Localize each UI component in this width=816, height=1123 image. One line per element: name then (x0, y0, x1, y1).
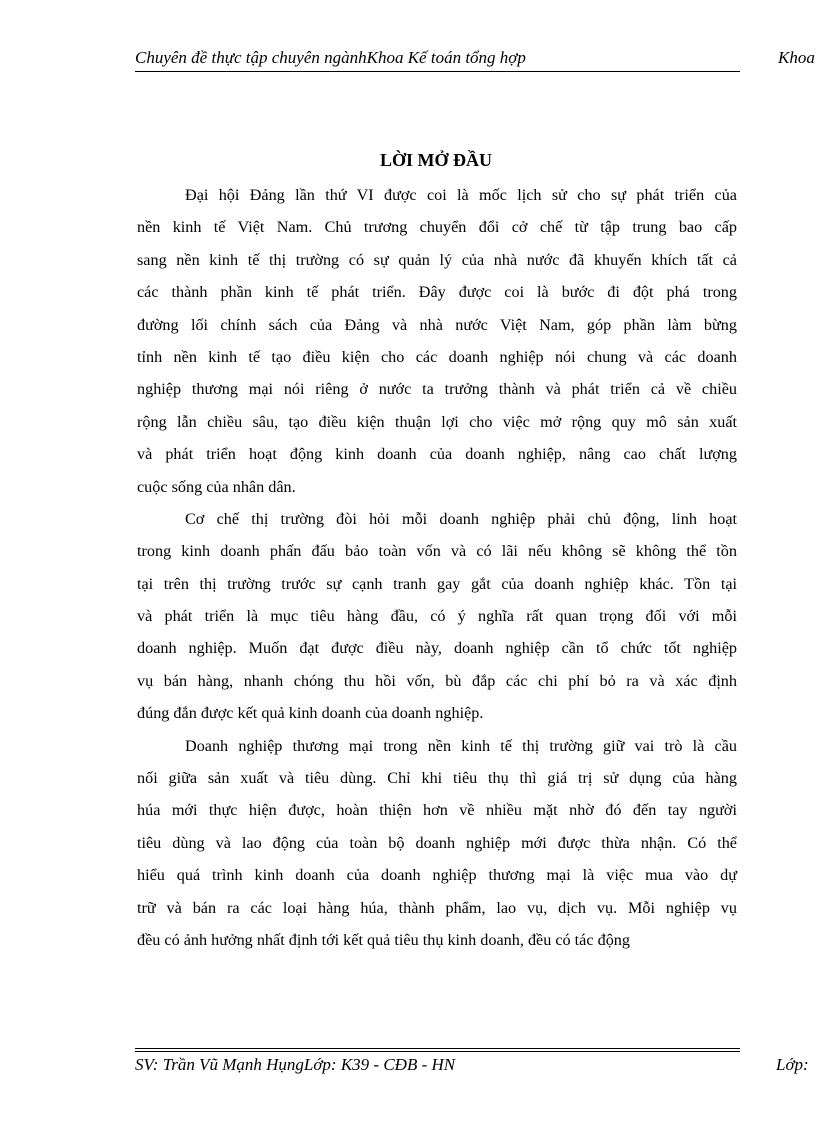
text-line: các thành phần kinh tế phát triển. Đây được coi là bước đi đột phá trong (137, 283, 737, 302)
text-line: Đại hội Đảng lần thứ VI được coi là mốc lịch sử cho sự phát triển của (185, 186, 737, 204)
text-line: tiêu dùng và lao động của toàn bộ doanh nghiệp mới được thừa nhận. Có thể (137, 833, 737, 852)
text-line: trữ và bán ra các loại hàng húa, thành phẩm, lao vụ, dịch vụ. Mỗi nghiệp vụ (137, 898, 737, 917)
page-header-right: Khoa (778, 48, 815, 67)
text-line: đường lối chính sách của Đảng và nhà nước Việt Nam, góp phần làm bừng (137, 315, 737, 334)
text-line: đúng đắn được kết quả kinh doanh của doanh nghiệp. (137, 704, 484, 723)
text-line: vụ bán hàng, nhanh chóng thu hồi vốn, bù đắp các chi phí bỏ ra và xác định (137, 671, 737, 690)
text-line: hiểu quá trình kinh doanh của doanh nghiệp thương mại là việc mua vào dự (137, 866, 737, 885)
paragraph (137, 735, 737, 962)
text-line: rộng lẫn chiều sâu, tạo điều kiện thuận lợi cho việc mở rộng quy mô sản xuất (137, 412, 737, 431)
text-line: cuộc sống của nhân dân. (137, 477, 296, 496)
text-line: húa mới thực hiện được, hoàn thiện hơn về nhiều mặt nhờ đó đến tay người (137, 801, 737, 820)
page-footer: SV: Trần Vũ Mạnh HụngLớp: K39 - CĐB - HN (135, 1055, 456, 1074)
text-line: nghiệp thương mại nói riêng ở nước ta trưởng thành và phát triển cả về chiều (137, 380, 737, 399)
text-line: doanh nghiệp. Muốn đạt được điều này, doanh nghiệp cần tổ chức tốt nghiệp (137, 639, 737, 658)
paragraph (137, 184, 737, 508)
text-line: đều có ảnh hưởng nhất định tới kết quả tiêu thụ kinh doanh, đều có tác động (137, 930, 630, 949)
text-line: và phát triển là mục tiêu hàng đầu, có ý nghĩa rất quan trọng đối với mỗi (137, 607, 737, 626)
paragraph (137, 508, 737, 735)
text-line: và phát triển hoạt động kinh doanh của doanh nghiệp, nâng cao chất lượng (137, 445, 737, 464)
text-line: tại trên thị trường trước sự cạnh tranh gay gắt của doanh nghiệp khác. Tồn tại (137, 574, 737, 593)
text-line: nền kinh tế Việt Nam. Chủ trương chuyển đổi cở chế từ tập trung bao cấp (137, 218, 737, 237)
footer-divider (135, 1048, 740, 1052)
document-title: LỜI MỞ ĐẦU (380, 150, 492, 170)
text-line: sang nền kinh tế thị trường có sự quản lý của nhà nước đã khuyến khích tất cả (137, 250, 737, 269)
text-line: Cơ chế thị trường đòi hỏi mỗi doanh nghiệp phải chủ động, linh hoạt (185, 509, 737, 528)
page-footer-right: Lớp: (776, 1055, 809, 1074)
document-body (137, 184, 737, 961)
text-line: Doanh nghiệp thương mại trong nền kinh tế thị trường giữ vai trò là cầu (185, 736, 737, 755)
text-line: trong kinh doanh phấn đấu bảo toàn vốn và có lãi nếu không sẽ không thể tồn (137, 542, 737, 561)
text-line: tỉnh nền kinh tế tạo điều kiện cho các doanh nghiệp nói chung và các doanh (137, 347, 737, 366)
page-header: Chuyên đề thực tập chuyên ngànhKhoa Kế toán tổng hợp (135, 48, 740, 72)
text-line: nối giữa sản xuất và tiêu dùng. Chỉ khi tiêu thụ thì giá trị sử dụng của hàng (137, 769, 737, 788)
